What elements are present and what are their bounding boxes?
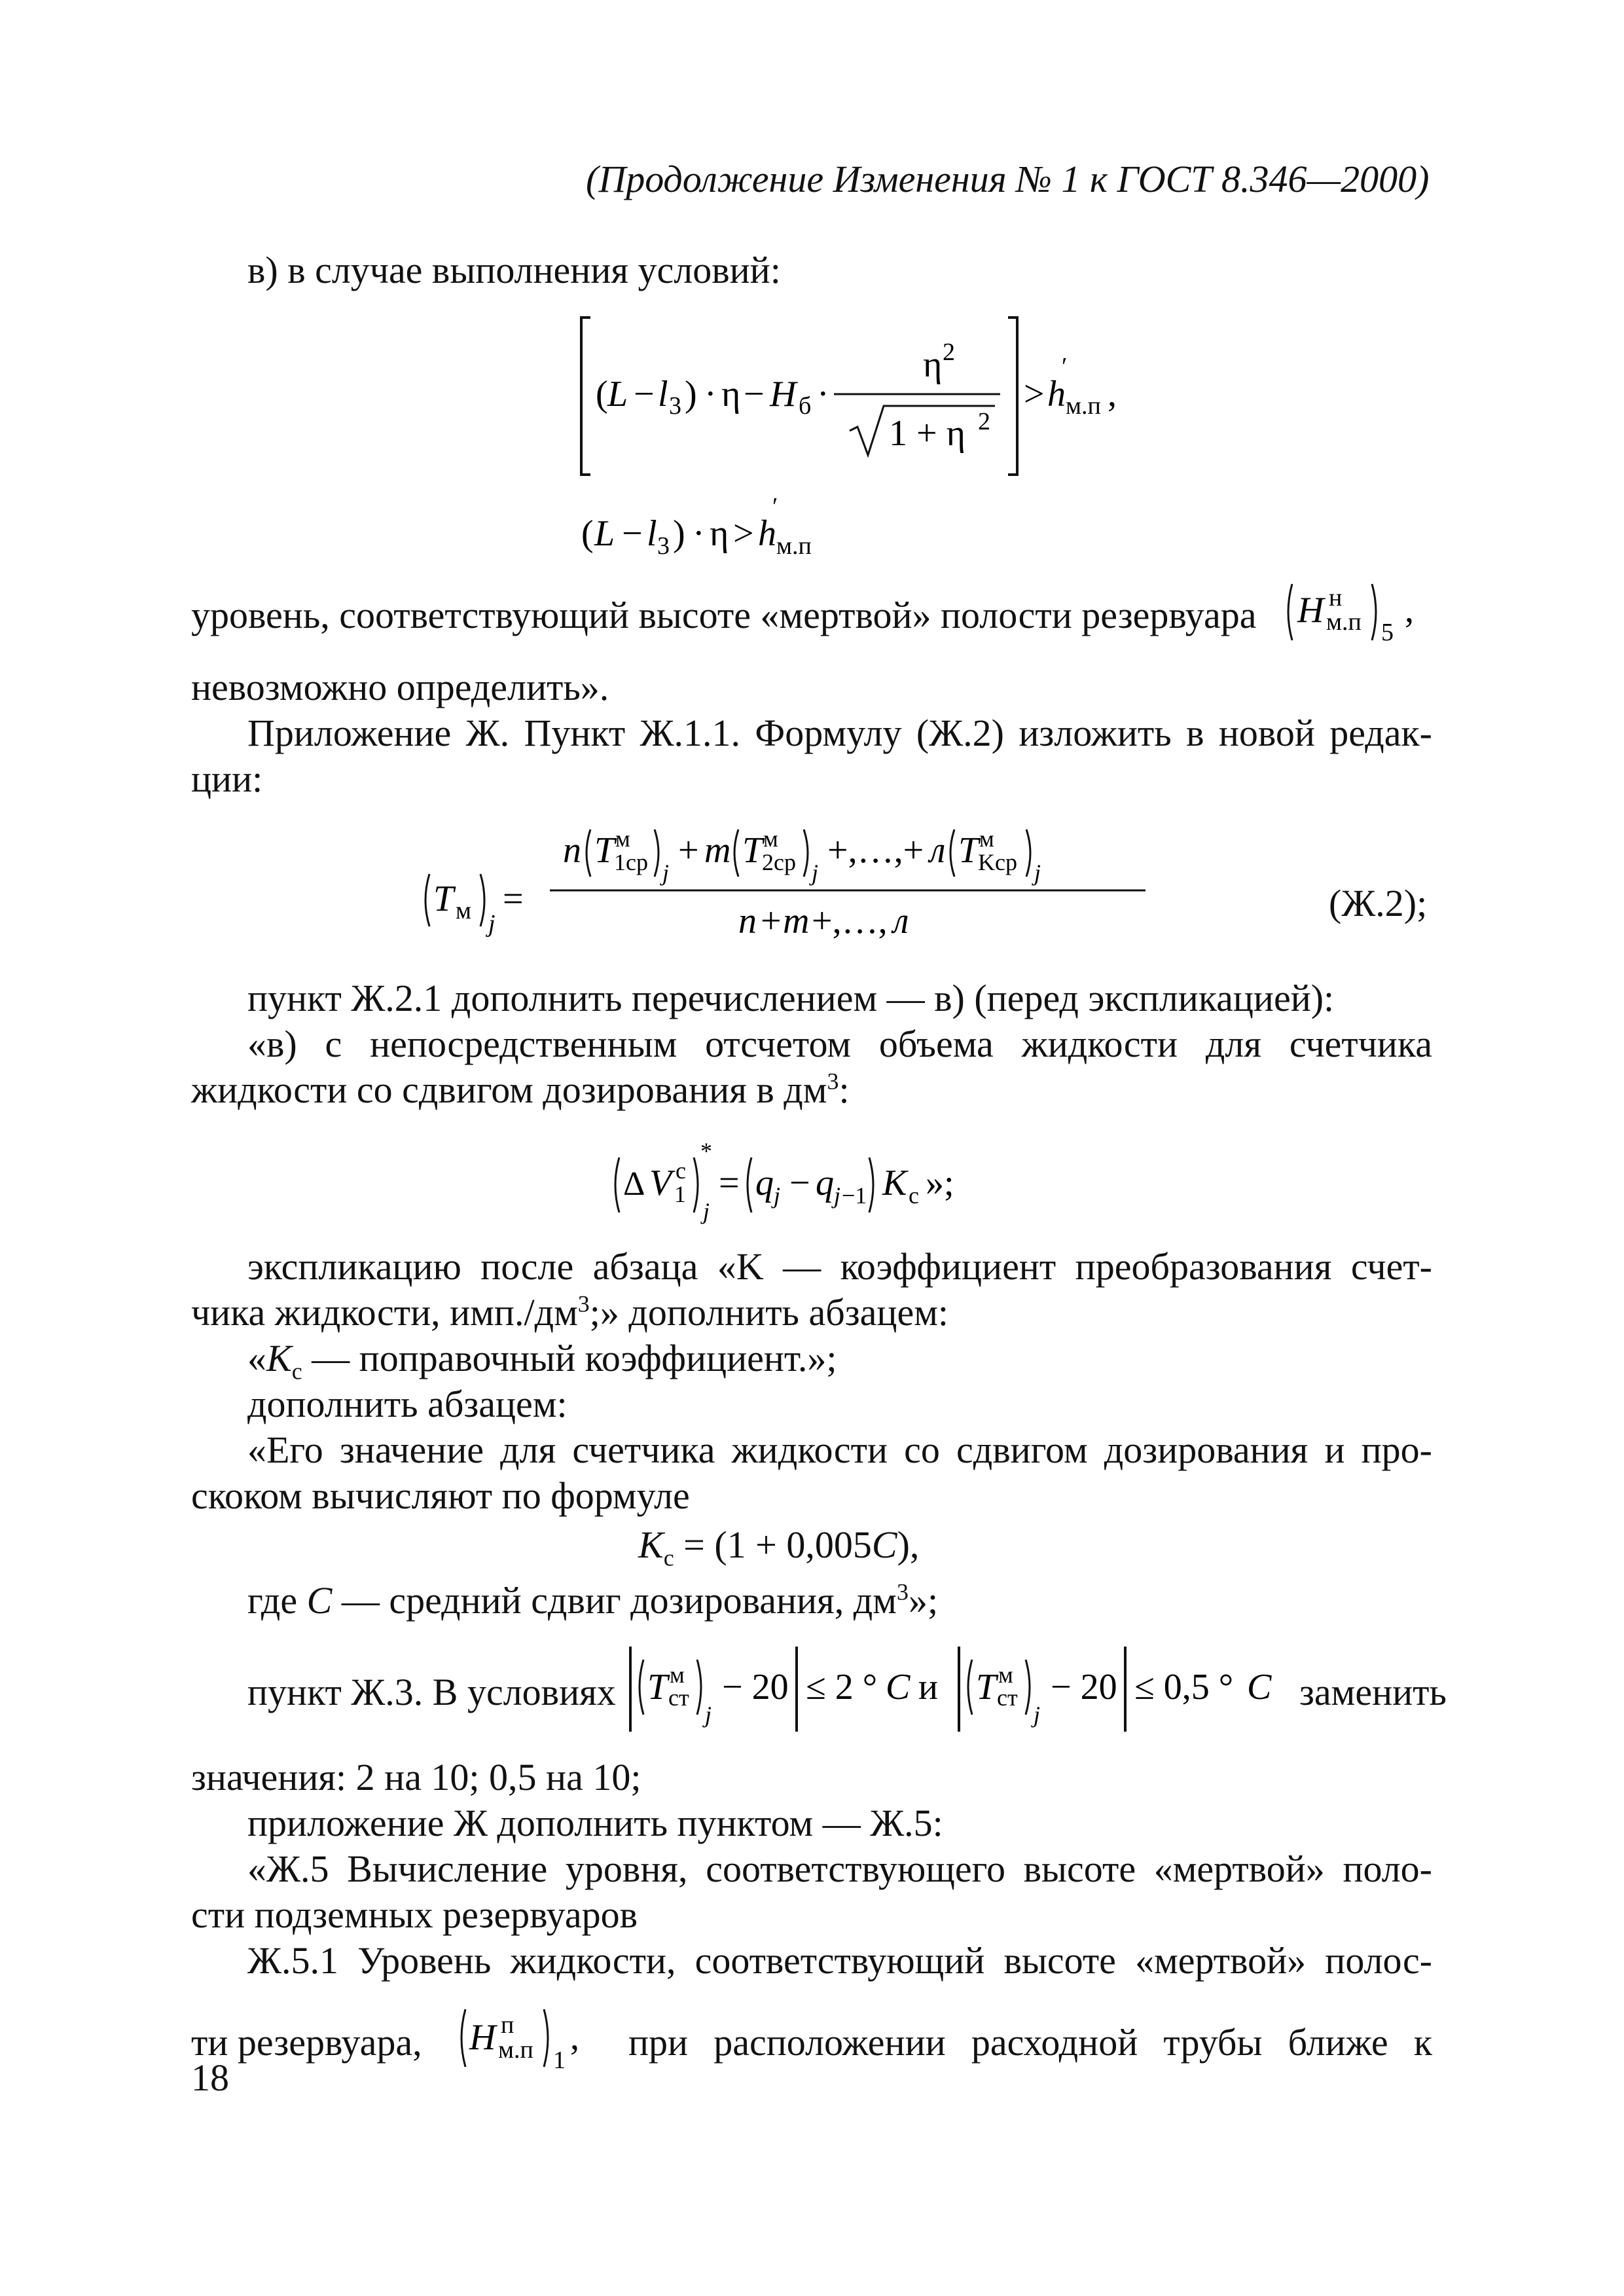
svg-text:Kср: Kср bbox=[978, 849, 1017, 875]
svg-text:·: · bbox=[817, 374, 829, 414]
svg-text:): ) bbox=[673, 513, 685, 554]
svg-text:m: m bbox=[783, 901, 810, 941]
paragraph-zh51-cont-b-text: при расположении расходной трубы ближе к bbox=[628, 2021, 1432, 2064]
svg-text:н: н bbox=[1329, 584, 1343, 611]
formula-conditions-zh3-svg bbox=[625, 1640, 1299, 1738]
svg-text:,: , bbox=[570, 2017, 579, 2058]
svg-text:j: j bbox=[1034, 1702, 1041, 1728]
svg-text:+: + bbox=[678, 830, 699, 871]
svg-text:≤ 2 °: ≤ 2 ° bbox=[806, 1667, 878, 1707]
svg-text:T: T bbox=[594, 830, 615, 871]
paragraph-item-zh21: пункт Ж.2.1 дополнить перечислением — в) (перед экспликацией): bbox=[247, 977, 1335, 1019]
paragraph-kc-def-text: — поправочный коэффициент.»; bbox=[312, 1337, 837, 1379]
paragraph-zh5 bbox=[247, 1846, 1432, 1892]
svg-text:1ср: 1ср bbox=[614, 849, 648, 875]
svg-text:j: j bbox=[662, 860, 670, 886]
paragraph-explication bbox=[247, 1244, 1432, 1290]
svg-text:h: h bbox=[1047, 374, 1066, 414]
svg-text:+,…,: +,…, bbox=[812, 901, 888, 941]
paragraph-value-text: «Его значение для счетчика жидкости со сдвигом дозирования и про- bbox=[247, 1429, 1432, 1471]
svg-text:′: ′ bbox=[772, 496, 778, 520]
svg-text:η: η bbox=[721, 374, 741, 414]
svg-text:2: 2 bbox=[978, 408, 990, 435]
svg-text:+,…,+: +,…,+ bbox=[827, 830, 924, 871]
svg-text:j: j bbox=[1034, 860, 1041, 886]
formula-kc: $K_с = (1 + 0,005C)$, bbox=[638, 1523, 920, 1571]
svg-text:+: + bbox=[761, 901, 782, 941]
svg-text:м.п: м.п bbox=[776, 532, 812, 560]
paragraph-kc-def: «$K_с$ — поправочный коэффициент.»; bbox=[247, 1337, 837, 1385]
svg-text:2: 2 bbox=[943, 338, 955, 366]
svg-text:1 + η: 1 + η bbox=[889, 413, 965, 454]
svg-text:≤ 0,5 °: ≤ 0,5 ° bbox=[1134, 1667, 1234, 1707]
paragraph-zh51-cont-a: ти резервуара, bbox=[191, 2021, 422, 2064]
paragraph-item-zh3-b: заменить bbox=[1299, 1671, 1447, 1713]
paragraph-zh5-cont: сти подземных резервуаров bbox=[191, 1893, 638, 1936]
svg-text:1: 1 bbox=[553, 2047, 566, 2074]
svg-text:·: · bbox=[704, 374, 717, 414]
svg-text:j: j bbox=[812, 860, 819, 886]
formula-delta-v bbox=[609, 1133, 1067, 1240]
svg-text:l: l bbox=[647, 513, 657, 554]
svg-text:H: H bbox=[1297, 590, 1324, 630]
svg-text:м: м bbox=[456, 897, 472, 924]
svg-text:n: n bbox=[738, 901, 757, 941]
formula-condition-1-svg bbox=[576, 314, 1165, 478]
paragraph-condition-intro: в) в случае выполнения условий: bbox=[247, 249, 781, 291]
paragraph-appendix-zh bbox=[247, 710, 1432, 756]
svg-text:л: л bbox=[893, 901, 909, 941]
svg-text:η: η bbox=[923, 344, 943, 385]
page-header: (Продолжение Изменения № 1 к ГОСТ 8.346—2000) bbox=[586, 158, 1430, 200]
paragraph-impossible: невозможно определить». bbox=[191, 666, 609, 708]
svg-text:>: > bbox=[1024, 374, 1045, 414]
formula-conditions-zh3 bbox=[625, 1640, 1299, 1747]
svg-text:,: , bbox=[1108, 374, 1117, 414]
formula-h-dead-1 bbox=[455, 2000, 612, 2088]
formula-h-dead-5-svg bbox=[1283, 576, 1460, 648]
svg-text:−: − bbox=[789, 1163, 810, 1203]
svg-text:C: C bbox=[1247, 1667, 1272, 1707]
formula-zh2 bbox=[419, 815, 1172, 955]
svg-text:с: с bbox=[676, 1157, 686, 1184]
formula-zh2-svg bbox=[419, 815, 1172, 946]
svg-text:м: м bbox=[979, 826, 994, 852]
svg-text:,: , bbox=[1405, 590, 1414, 630]
paragraph-appendix-zh-cont: ции: bbox=[191, 757, 263, 800]
svg-text:j: j bbox=[488, 910, 496, 938]
svg-text:L: L bbox=[594, 513, 615, 554]
svg-text:м: м bbox=[763, 826, 778, 852]
svg-text:L: L bbox=[607, 374, 628, 414]
paragraph-appendix-add: приложение Ж дополнить пунктом — Ж.5: bbox=[247, 1802, 943, 1844]
paragraph-item-v-cont: жидкости со сдвигом дозирования в $дм^3$: bbox=[191, 1068, 850, 1111]
svg-text:ст: ст bbox=[668, 1685, 689, 1711]
paragraph-zh51-cont-b bbox=[628, 2020, 1432, 2066]
svg-text:м: м bbox=[615, 826, 630, 852]
paragraph-zh51 bbox=[247, 1938, 1432, 1984]
paragraph-item-v-cont-text: жидкости со сдвигом дозирования в дм bbox=[191, 1068, 827, 1111]
svg-text:− 20: − 20 bbox=[722, 1667, 789, 1707]
svg-text:n: n bbox=[563, 830, 581, 871]
svg-text:j: j bbox=[703, 1198, 710, 1224]
paragraph-item-zh3-a: пункт Ж.3. В условиях bbox=[247, 1671, 616, 1713]
paragraph-item-v bbox=[247, 1021, 1432, 1067]
svg-text:ст: ст bbox=[997, 1685, 1018, 1711]
paragraph-value bbox=[247, 1427, 1432, 1473]
svg-text:−1: −1 bbox=[842, 1182, 867, 1209]
svg-text:3: 3 bbox=[657, 532, 670, 560]
paragraph-where-c-c: »; bbox=[908, 1579, 939, 1622]
paragraph-explication-text: экспликацию после абзаца «K — коэффициент преобразования счет- bbox=[247, 1245, 1432, 1288]
svg-text:*: * bbox=[700, 1138, 712, 1164]
svg-text:T: T bbox=[433, 879, 454, 919]
svg-text:с: с bbox=[909, 1182, 919, 1209]
svg-text:»;: »; bbox=[926, 1163, 954, 1203]
svg-text:1: 1 bbox=[674, 1181, 686, 1207]
paragraph-where-c: где C — средний сдвиг дозирования, $дм^3$»; bbox=[247, 1578, 939, 1622]
svg-text:2ср: 2ср bbox=[762, 849, 796, 875]
svg-text:−: − bbox=[634, 374, 655, 414]
formula-zh2-label: (Ж.2); bbox=[1329, 882, 1428, 924]
paragraph-level-text: уровень, соответствующий высоте «мертвой» полости резервуара bbox=[191, 594, 1257, 636]
svg-text:m: m bbox=[704, 830, 731, 871]
page-number: 18 bbox=[191, 2056, 229, 2099]
svg-text:л: л bbox=[929, 830, 946, 871]
svg-text:j: j bbox=[834, 1182, 841, 1209]
formula-h-dead-1-svg bbox=[455, 2000, 612, 2079]
svg-text:η: η bbox=[710, 513, 729, 554]
svg-text:q: q bbox=[816, 1163, 834, 1203]
svg-text:H: H bbox=[469, 2017, 496, 2058]
paragraph-item-v-text: «в) с непосредственным отсчетом объема жидкости для счетчика bbox=[247, 1023, 1432, 1065]
svg-text:·: · bbox=[693, 513, 705, 554]
formula-h-dead-5 bbox=[1283, 576, 1460, 657]
svg-text:м.п: м.п bbox=[1326, 608, 1362, 636]
svg-text:3: 3 bbox=[669, 392, 681, 420]
svg-text:j: j bbox=[774, 1182, 781, 1209]
paragraph-add: дополнить абзацем: bbox=[247, 1383, 568, 1425]
svg-text:H: H bbox=[770, 374, 797, 414]
svg-text:−: − bbox=[622, 513, 643, 554]
svg-text:=: = bbox=[719, 1163, 740, 1203]
svg-text:T: T bbox=[976, 1667, 997, 1707]
paragraph-appendix-zh-text: Приложение Ж. Пункт Ж.1.1. Формулу (Ж.2) изложить в новой редак- bbox=[247, 712, 1432, 754]
svg-text:Δ: Δ bbox=[623, 1165, 645, 1203]
paragraph-explication-cont-a: чика жидкости, имп./дм bbox=[191, 1291, 578, 1334]
svg-text:м: м bbox=[998, 1662, 1013, 1688]
svg-text:м.п: м.п bbox=[1066, 392, 1101, 420]
svg-text:): ) bbox=[685, 374, 697, 414]
formula-condition-2 bbox=[581, 496, 909, 577]
svg-text:5: 5 bbox=[1381, 619, 1394, 646]
svg-text:м.п: м.п bbox=[498, 2036, 533, 2064]
svg-text:T: T bbox=[958, 830, 979, 871]
paragraph-where-c-a: где bbox=[247, 1579, 298, 1622]
svg-text:T: T bbox=[647, 1667, 668, 1707]
paragraph-zh5-text: «Ж.5 Вычисление уровня, соответствующего высоте «мертвой» поло- bbox=[247, 1848, 1432, 1890]
svg-text:− 20: − 20 bbox=[1051, 1667, 1117, 1707]
svg-text:h: h bbox=[758, 513, 776, 554]
svg-text:K: K bbox=[882, 1163, 907, 1203]
svg-text:>: > bbox=[733, 513, 754, 554]
formula-delta-v-svg bbox=[609, 1133, 1067, 1231]
paragraph-values: значения: 2 на 10; 0,5 на 10; bbox=[191, 1756, 641, 1798]
svg-text:м: м bbox=[670, 1662, 685, 1688]
svg-text:б: б bbox=[799, 392, 812, 420]
svg-text:п: п bbox=[501, 2011, 514, 2039]
paragraph-zh51-text: Ж.5.1 Уровень жидкости, соответствующий высоте «мертвой» полос- bbox=[247, 1939, 1432, 1982]
svg-text:=: = bbox=[503, 879, 524, 919]
svg-text:−: − bbox=[744, 374, 765, 414]
formula-condition-1 bbox=[576, 314, 1165, 487]
svg-text:q: q bbox=[755, 1163, 774, 1203]
paragraph-explication-cont-b: ;» дополнить абзацем: bbox=[589, 1291, 949, 1334]
svg-text:′: ′ bbox=[1062, 353, 1068, 380]
svg-text:j: j bbox=[705, 1702, 712, 1728]
paragraph-explication-cont: чика жидкости, $имп./дм^3$;» дополнить абзацем: bbox=[191, 1290, 949, 1334]
svg-text:и: и bbox=[918, 1667, 938, 1707]
svg-text:C: C bbox=[886, 1667, 911, 1707]
formula-condition-2-svg bbox=[581, 496, 909, 568]
paragraph-where-c-b: — средний сдвиг дозирования, дм bbox=[341, 1579, 897, 1622]
svg-text:V: V bbox=[649, 1163, 672, 1203]
svg-text:(: ( bbox=[581, 513, 594, 554]
svg-text:l: l bbox=[658, 374, 668, 414]
paragraph-value-cont: скоком вычисляют по формуле bbox=[191, 1474, 690, 1517]
svg-text:(: ( bbox=[596, 374, 608, 414]
svg-text:T: T bbox=[742, 830, 763, 871]
